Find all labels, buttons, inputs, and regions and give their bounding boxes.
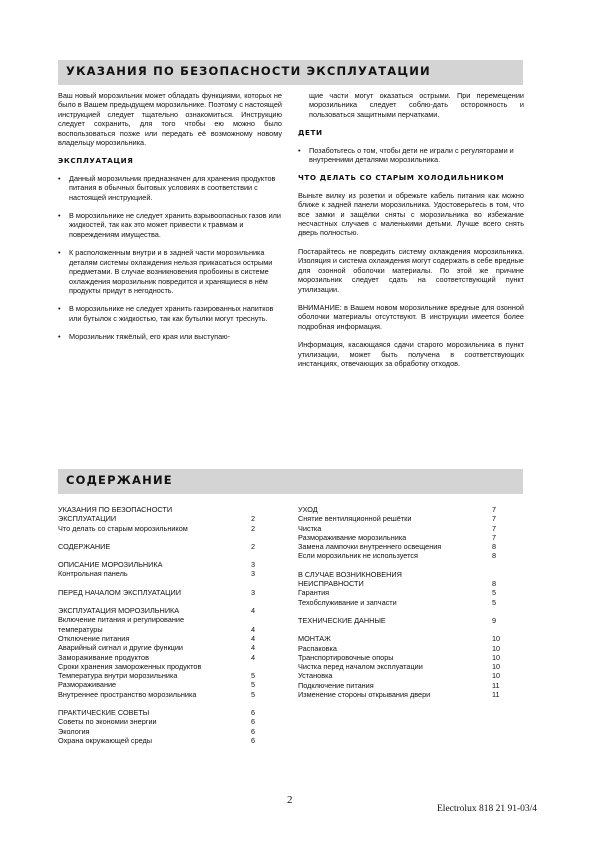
toc-entry <box>58 717 265 726</box>
toc-entry <box>58 615 265 624</box>
toc-entry <box>298 634 506 643</box>
toc-entry-title: Советы по экономии энергии <box>58 717 157 727</box>
toc-entry-page: 2 <box>251 523 256 533</box>
toc-entry-title: Что делать со старым морозильником <box>58 523 188 533</box>
list-item: • Морозильник тяжёлый, его края или выступаю- <box>58 332 282 341</box>
toc-entry <box>58 625 265 634</box>
toc-entry-title: СОДЕРЖАНИЕ <box>58 541 111 551</box>
list-item: • Позаботьтесь о том, чтобы дети не играли с регуляторами и внутренними деталями морозильника. <box>298 146 524 165</box>
toc-entry <box>58 560 265 569</box>
toc-entry <box>58 708 265 717</box>
toc-entry <box>298 644 506 653</box>
operation-list <box>58 174 282 342</box>
toc-entry-page: 4 <box>251 606 256 616</box>
toc-entry-title: ЭКСПЛУАТАЦИИ <box>58 514 117 524</box>
toc-entry-page: 10 <box>492 671 501 681</box>
toc-entry-title: Если морозильник не используется <box>298 551 418 561</box>
toc-entry <box>298 598 506 607</box>
toc-entry-title: Экология <box>58 726 90 736</box>
toc-entry-title: Замена лампочки внутреннего освещения <box>298 542 442 552</box>
toc-entry-title: В СЛУЧАЕ ВОЗНИКНОВЕНИЯ <box>298 569 402 579</box>
toc-entry <box>58 569 265 578</box>
list-item: • В морозильнике не следует хранить газированных напитков или бутылок с жидкостью, так как бутылки могут треснуть. <box>58 304 282 323</box>
toc-entry-title: Отключение питания <box>58 633 130 643</box>
toc-entry <box>298 653 506 662</box>
contents-section-banner <box>58 469 523 494</box>
toc-entry-page: 3 <box>251 569 256 579</box>
toc-entry-page: 2 <box>251 514 256 524</box>
toc-entry <box>298 542 506 551</box>
safety-intro: Ваш новый морозильник может обладать функциями, которых не было в Вашем предыдущем морозильнике. Поэтому с настоящей инструкцией следует тщательно ознакомиться. Инструкцию следует сохранить, для того чтобы ею можно было воспользоваться позже или передать её возможному новому владельцу морозильника. <box>58 91 282 148</box>
toc-entry-title: Размораживание <box>58 680 117 690</box>
toc-entry-title: МОНТАЖ <box>298 634 331 644</box>
toc-entry-title: Чистка перед началом эксплуатации <box>298 662 423 672</box>
toc-entry-page <box>251 505 265 514</box>
toc-entry-page: 11 <box>492 690 500 700</box>
toc-entry-page: 5 <box>251 680 256 690</box>
children-heading: ДЕТИ <box>298 128 323 138</box>
toc-entry-page <box>251 615 265 624</box>
safety-section-title: УКАЗАНИЯ ПО БЕЗОПАСНОСТИ ЭКСПЛУАТАЦИИ <box>66 64 431 78</box>
toc-entry-page: 6 <box>251 717 256 727</box>
toc-entry <box>58 643 265 652</box>
toc-entry-page: 11 <box>492 680 500 690</box>
toc-entry-title: ПЕРЕД НАЧАЛОМ ЭКСПЛУАТАЦИИ <box>58 587 181 597</box>
toc-entry-page: 7 <box>492 523 497 533</box>
toc-entry <box>298 662 506 671</box>
toc-entry-page: 5 <box>251 671 256 681</box>
toc-entry-title: Замораживание продуктов <box>58 652 149 662</box>
toc-entry-title: Снятие вентиляционной решётки <box>298 514 412 524</box>
toc-spacer <box>58 597 265 606</box>
toc-entry-title: Распаковка <box>298 643 337 653</box>
old-fridge-paragraph: ВНИМАНИЕ: в Вашем новом морозильнике вредные для озонной оболочки материалы отсутствуют. В инструкции имеется более подробная информация. <box>298 302 524 331</box>
toc-entry-page: 4 <box>251 633 256 643</box>
toc-entry-title: Внутреннее пространство морозильника <box>58 689 197 699</box>
contents-right-column <box>298 505 506 699</box>
toc-entry-title: Аварийный сигнал и другие функции <box>58 643 183 653</box>
toc-entry-page: 3 <box>251 560 256 570</box>
toc-entry <box>58 680 265 689</box>
toc-entry-title: ПРАКТИЧЕСКИЕ СОВЕТЫ <box>58 708 150 718</box>
toc-entry <box>298 533 506 542</box>
toc-entry-title: УХОД <box>298 505 318 514</box>
toc-spacer <box>298 625 506 634</box>
toc-entry-title: температуры <box>58 624 103 634</box>
toc-entry-page: 2 <box>251 541 256 551</box>
toc-entry-title: Включение питания и регулирование <box>58 615 185 625</box>
toc-entry-title: Температура внутри морозильника <box>58 671 178 681</box>
toc-entry-page: 8 <box>492 579 497 589</box>
toc-entry-page <box>492 570 506 579</box>
toc-entry <box>298 690 506 699</box>
children-list <box>298 146 524 165</box>
toc-spacer <box>58 699 265 708</box>
toc-spacer <box>58 551 265 560</box>
toc-entry <box>298 505 506 514</box>
toc-entry-page: 4 <box>251 652 256 662</box>
toc-entry <box>58 736 265 745</box>
list-item: • К расположенным внутри и в задней части морозильника деталям системы охлаждения нельзя прикасаться острыми предметами. В случае возникновения пробоины в системе охлаждения морозильник повредится и хранящиеся в нём продукты придут в негодность. <box>58 248 282 295</box>
toc-entry-page: 5 <box>492 597 497 607</box>
toc-entry-title: Гарантия <box>298 588 330 598</box>
toc-entry <box>58 524 265 533</box>
toc-entry-page: 5 <box>492 588 497 598</box>
document-reference: Electrolux 818 21 91-03/4 <box>437 804 537 814</box>
toc-entry <box>58 505 265 514</box>
page-number: 2 <box>287 794 293 806</box>
toc-entry-page <box>251 662 265 671</box>
old-fridge-paragraph: Выньте вилку из розетки и обрежьте кабель питания как можно ближе к задней панели морозильника. Удостоверьтесь в том, что все замки и защёлки сняты с морозильника во избежание несчастных случаев с маленькими детьми. Лучше всего снять дверь полностью. <box>298 190 524 238</box>
toc-entry-title: ЭКСПЛУАТАЦИЯ МОРОЗИЛЬНИКА <box>58 606 180 616</box>
toc-entry-page: 10 <box>492 652 501 662</box>
contents-section-title: СОДЕРЖАНИЕ <box>66 473 173 487</box>
safety-section-banner <box>58 60 523 85</box>
toc-entry <box>58 588 265 597</box>
toc-spacer <box>298 607 506 616</box>
list-item: • Данный морозильник предназначен для хранения продуктов питания в обычных бытовых условиях в соответствии с настоящей инструкцией. <box>58 174 282 202</box>
old-fridge-paragraph: Постарайтесь не повредить систему охлаждения морозильника. Изоляция и система охлаждения могут содержать в себе вредные для озонной оболочки материалы. По этой же причине морозильник следует сдать на соответствующий пункт утилизации. <box>298 246 524 294</box>
toc-entry <box>298 524 506 533</box>
toc-entry-title: Охрана окружающей среды <box>58 735 153 745</box>
toc-entry-page: 9 <box>492 615 497 625</box>
toc-entry <box>298 570 506 579</box>
toc-entry-page: 8 <box>492 551 497 561</box>
old-fridge-heading: ЧТО ДЕЛАТЬ СО СТАРЫМ ХОЛОДИЛЬНИКОМ <box>298 173 505 183</box>
toc-entry-title: Установка <box>298 671 333 681</box>
toc-entry-title: ОПИСАНИЕ МОРОЗИЛЬНИКА <box>58 560 163 570</box>
toc-spacer <box>298 561 506 570</box>
toc-entry <box>298 588 506 597</box>
safety-left-column <box>58 91 282 351</box>
toc-entry-page: 4 <box>251 624 256 634</box>
toc-entry-title: Техобслуживание и запчасти <box>298 597 397 607</box>
toc-entry-title: УКАЗАНИЯ ПО БЕЗОПАСНОСТИ <box>58 505 173 514</box>
toc-entry-page: 4 <box>251 643 256 653</box>
toc-entry <box>58 727 265 736</box>
toc-entry-title: Подключение питания <box>298 680 374 690</box>
toc-entry <box>298 579 506 588</box>
continuation-text: щие части могут оказаться острыми. При перемещении морозильника следует соблю-дать осторожность и пользоваться защитными перчатками. <box>309 91 524 119</box>
toc-entry-title: НЕИСПРАВНОСТИ <box>298 579 364 589</box>
list-item: • В морозильнике не следует хранить взрывоопасных газов или жидкостей, так как это может привести к травмам и повреждениям имущества. <box>58 211 282 239</box>
toc-entry-page: 5 <box>251 689 256 699</box>
toc-entry-page: 3 <box>251 587 256 597</box>
toc-entry-page: 7 <box>492 514 497 524</box>
toc-entry-page: 10 <box>492 634 501 644</box>
toc-entry <box>298 681 506 690</box>
toc-entry-page: 10 <box>492 662 501 672</box>
toc-entry-title: Чистка <box>298 523 322 533</box>
toc-entry-page: 6 <box>251 708 256 718</box>
toc-entry-page: 6 <box>251 726 256 736</box>
toc-entry <box>58 662 265 671</box>
operation-heading: ЭКСПЛУАТАЦИЯ <box>58 156 134 166</box>
old-fridge-paragraph: Информация, касающаяся сдачи старого морозильника в пункт утилизации, может быть получена в соответствующих инстанциях, отвечающих за обработку отходов. <box>298 340 524 368</box>
toc-entry <box>58 542 265 551</box>
toc-entry-page: 10 <box>492 643 501 653</box>
contents-left-column <box>58 505 265 745</box>
toc-entry <box>58 634 265 643</box>
toc-entry-title: Размораживание морозильника <box>298 532 407 542</box>
toc-entry-page: 8 <box>492 542 497 552</box>
toc-entry <box>58 606 265 615</box>
safety-right-column <box>298 91 524 377</box>
toc-entry-page: 7 <box>492 532 497 542</box>
toc-entry-title: ТЕХНИЧЕСКИЕ ДАННЫЕ <box>298 615 386 625</box>
toc-entry <box>58 690 265 699</box>
toc-entry <box>298 514 506 523</box>
toc-entry <box>298 551 506 560</box>
toc-spacer <box>58 579 265 588</box>
toc-entry-title: Изменение стороны открывания двери <box>298 690 431 700</box>
toc-entry <box>298 616 506 625</box>
toc-entry-page: 6 <box>251 735 256 745</box>
toc-entry <box>58 671 265 680</box>
toc-spacer <box>58 533 265 542</box>
toc-entry <box>298 671 506 680</box>
toc-entry-title: Транспортировочные опоры <box>298 652 394 662</box>
toc-entry-page: 7 <box>492 505 497 514</box>
toc-entry <box>58 653 265 662</box>
toc-entry-title: Контрольная панель <box>58 569 128 579</box>
toc-entry <box>58 514 265 523</box>
toc-entry-title: Сроки хранения замороженных продуктов <box>58 661 202 671</box>
